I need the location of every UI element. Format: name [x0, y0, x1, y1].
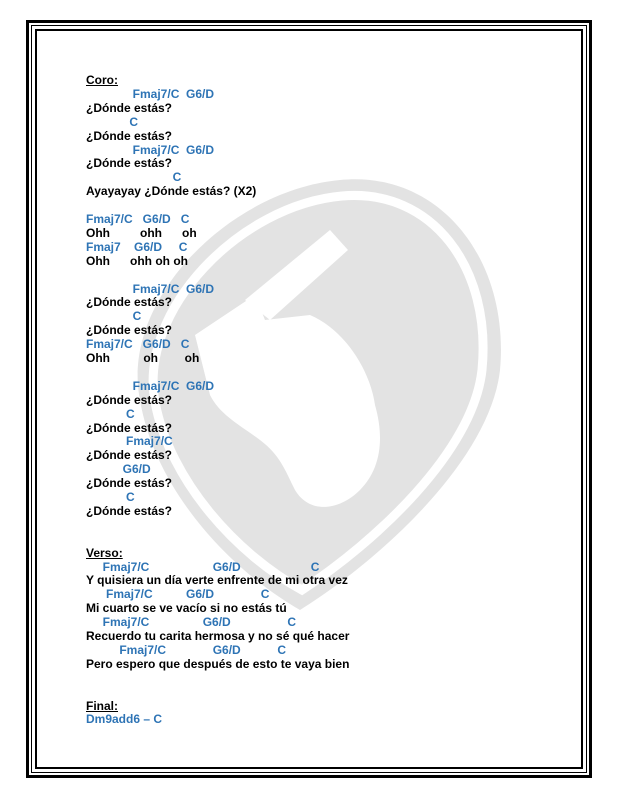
chord-line: Fmaj7/C G6/D C: [86, 212, 190, 226]
chord-line: Fmaj7/C G6/D: [86, 86, 215, 101]
chord-line: Fmaj7 G6/D C: [86, 239, 188, 254]
verso-heading: Verso:: [86, 545, 123, 560]
chord-line: Fmaj7/C G6/D: [86, 142, 215, 157]
final-heading: Final:: [86, 698, 118, 713]
chord-line: Fmaj7/C G6/D: [86, 378, 215, 393]
chord-line: C: [86, 114, 139, 129]
lyric-line: ¿Dónde estás?: [86, 503, 173, 518]
chord-line: Fmaj7/C G6/D C: [86, 615, 297, 630]
chord-line: G6/D: [86, 462, 151, 477]
chord-line: C: [86, 490, 135, 504]
lyric-line: ¿Dónde estás?: [86, 323, 173, 338]
chord-line: Fmaj7/C G6/D C: [86, 587, 270, 602]
lyric-line: ¿Dónde estás?: [86, 392, 173, 407]
chord-line: Fmaj7/C: [86, 434, 173, 449]
lyric-line: ¿Dónde estás?: [86, 156, 173, 171]
chord-line: C: [86, 406, 135, 421]
lyric-line: ¿Dónde estás?: [86, 295, 173, 310]
lyric-line: ¿Dónde estás?: [86, 448, 173, 463]
lyric-line: Ohh ohh oh: [86, 225, 197, 240]
lyric-line: Y quisiera un día verte enfrente de mi otra vez: [86, 573, 348, 588]
chord-line: Fmaj7/C G6/D C: [86, 642, 287, 657]
chord-line: Fmaj7/C G6/D: [86, 281, 215, 296]
lyric-line: Mi cuarto se ve vacío si no estás tú: [86, 601, 287, 616]
lyric-line: Ohh ohh oh oh: [86, 253, 188, 268]
chord-line: Fmaj7/C G6/D C: [86, 559, 320, 574]
chord-line: C: [86, 309, 142, 324]
final-chord-line: Dm9add6 – C: [86, 712, 163, 727]
lyric-line: Pero espero que después de esto te vaya bien: [86, 656, 350, 671]
lyric-line: Ohh oh oh: [86, 351, 200, 365]
lyric-line: ¿Dónde estás?: [86, 128, 173, 143]
chord-line: C: [86, 170, 182, 185]
lyric-line: ¿Dónde estás?: [86, 100, 173, 115]
lyric-line: Recuerdo tu carita hermosa y no sé qué hacer: [86, 629, 350, 643]
coro-heading: Coro:: [86, 73, 118, 87]
lyric-line: ¿Dónde estás?: [86, 476, 173, 491]
chord-line: Fmaj7/C G6/D C: [86, 337, 190, 352]
lyric-line: Ayayayay ¿Dónde estás? (X2): [86, 184, 257, 199]
lyric-line: ¿Dónde estás?: [86, 420, 173, 435]
